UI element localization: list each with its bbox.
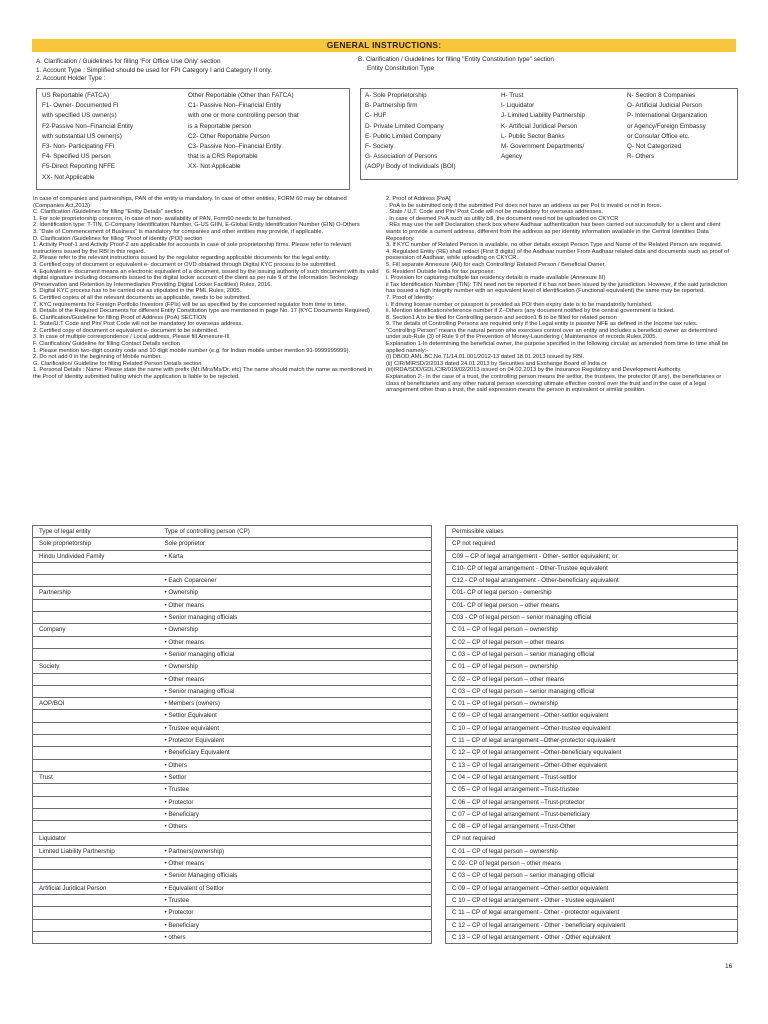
controlling-person-cell: • Ownership: [159, 587, 432, 599]
controlling-person-cell: • Equivalent of Settlor: [159, 882, 432, 894]
legal-entity-cell: [33, 784, 159, 796]
legal-entity-cell: [33, 722, 159, 734]
general-instructions-banner: GENERAL INSTRUCTIONS:: [32, 39, 736, 52]
legal-entity-cell: Artificial Juridical Person: [33, 882, 159, 894]
permissible-value-cell: C 09 – CP of legal arrangement –Other-settlor equivalent: [446, 710, 738, 722]
legal-entity-cell: Liquidator: [33, 833, 159, 845]
instruction-paragraph: 7. Proof of Identity:: [386, 294, 435, 301]
instruction-paragraph: 4. Regulated Entity (RE) shall redact (First 8 digits) of the Aadhaar number From Aadhaar related data and documents such as proof of possession of Aadhaar, while uploading on CKYCR.: [386, 248, 729, 262]
constitution-type-item: or Agency/Foreign Embassy: [627, 122, 706, 130]
table-row: [33, 538, 738, 550]
header-permissible-values: Permissible values: [446, 526, 738, 538]
permissible-value-cell: C 07 – CP of legal arrangement –Trust-beneficiary: [446, 808, 738, 820]
constitution-list-1: [365, 91, 456, 173]
legal-entity-cell: [33, 747, 159, 759]
legal-entity-cell: [33, 575, 159, 587]
controlling-person-cell: • Beneficiary Equivalent: [159, 747, 432, 759]
permissible-value-cell: C 13 – CP of legal arrangement –Other-Other equivalent: [446, 759, 738, 771]
account-holder-type-line: 2. Account Holder Type :: [36, 75, 106, 83]
legal-entity-cell: [33, 894, 159, 906]
permissible-value-cell: C 10 – CP of legal arrangement - Other - trustee equivalent: [446, 894, 738, 906]
holder-type-item: US Reportable (FATCA): [42, 92, 110, 99]
table-row: [33, 636, 738, 648]
controlling-person-cell: • Members (owners): [159, 698, 432, 710]
table-row: [33, 796, 738, 808]
controlling-person-cell: • Protector: [159, 907, 432, 919]
table-row: [33, 919, 738, 931]
page-number: 16: [725, 963, 733, 970]
instruction-paragraph: 8. Details of the Required Documents for different Entity Constitution type are mentioned in page No. 17 (KYC Documents Required): [33, 308, 370, 315]
constitution-type-item: D- Private Limited Company: [365, 122, 444, 130]
instruction-paragraph: 9. The details of Controlling Persons are required only if the Legal entity is passive NFE as defined in the Income tax rules.: [386, 321, 698, 328]
controlling-person-cell: • Other means: [159, 673, 432, 685]
controlling-person-cell: [159, 562, 432, 574]
table-row: [33, 894, 738, 906]
table-row: [33, 587, 738, 599]
account-type-line: 1. Account Type : Simplified should be used for FPI Category I and Category II only.: [36, 66, 272, 74]
instruction-paragraph: D. Clarification /Guidelines for filling "Proof of identity (POI) section: [33, 235, 203, 242]
instruction-paragraph: . In case of deemed PoA such as utility bill, the document need not be uploaded on CKYCR: [386, 215, 619, 222]
section-a-header: [36, 58, 356, 84]
constitution-type-item: M- Government Departments/: [501, 143, 585, 151]
instruction-paragraph: "Controlling Person" means the natural person who exercises control over an entity and includes a beneficial owner as determined under sub-Rule (3) of Rule 9 of the Prevention of Money-Laundering ( Maintenance of records Rules,2005.: [386, 327, 718, 341]
legal-entity-cell: [33, 931, 159, 943]
legal-entity-cell: [33, 759, 159, 771]
permissible-value-cell: C 08 – CP of legal arrangement –Trust-Other: [446, 821, 738, 833]
holder-type-item: C1- Passive Non–Financial Entity: [188, 102, 282, 110]
holder-type-item: is a Reportable person: [188, 122, 252, 130]
table-row: [33, 845, 738, 857]
permissible-value-cell: C 03 – CP of legal person – senior managing official: [446, 648, 738, 660]
permissible-value-cell: C01- CP of legal person - ownership: [446, 587, 738, 599]
table-row: [33, 759, 738, 771]
instruction-paragraph: 3. "Date of Commencement of Business" is mandatory for companies and other entities may provide, if applicable.: [33, 228, 324, 235]
permissible-value-cell: C 11 – CP of legal arrangement –Other-protector equivalent: [446, 735, 738, 747]
controlling-person-cell: • Trustee equivalent: [159, 722, 432, 734]
legal-entity-cell: Partnership: [33, 587, 159, 599]
table-row: [33, 698, 738, 710]
controlling-person-cell: • Other means: [159, 636, 432, 648]
table-row: [33, 550, 738, 562]
instruction-paragraph: 2. Identification type: T-TIN, C-Company Identification Number, G-US GIIN, E-Global Entity Identification Number (EIN) O-Others: [33, 222, 360, 229]
constitution-type-item: Agency: [501, 153, 523, 161]
constitution-type-item: I- Liquidator: [501, 102, 535, 110]
permissible-value-cell: C 03 – CP of legal person – senior managing official: [446, 685, 738, 697]
permissible-value-cell: C 13 – CP of legal arrangement - Other - Other equivalent: [446, 931, 738, 943]
controlling-person-cell: • Ownership: [159, 661, 432, 673]
controlling-person-cell: • Protector Equivalent: [159, 735, 432, 747]
instruction-paragraph: i. If driving license number or passport is provided as POI then expiry date is to be mandatorily furnished.: [386, 301, 653, 308]
holder-type-item: F2-Passive Non–Financial Entity: [42, 122, 133, 130]
controlling-person-cell: • Karta: [159, 550, 432, 562]
holder-type-item: with one or more controlling person that: [188, 112, 299, 120]
table-row: [33, 808, 738, 820]
section-b-header: [358, 56, 718, 73]
table-row: [33, 685, 738, 697]
legal-entity-cell: AOP/BOI: [33, 698, 159, 710]
holder-type-item: F3- Non- Participating FFI: [42, 143, 115, 151]
permissible-value-cell: C12 - CP of legal arrangement - Other-beneficiary equivalent: [446, 575, 738, 587]
table-row: [33, 661, 738, 673]
table-row: [33, 673, 738, 685]
table-row: [33, 821, 738, 833]
holder-type-item: with specified US owner(s): [42, 112, 117, 120]
constitution-type-item: or Consular Office etc.: [627, 132, 690, 140]
legal-entity-cell: [33, 735, 159, 747]
instruction-paragraph: . PoA to be submitted only if the submitted PoI does not have an address as per PoI is invalid or not in force.: [386, 202, 662, 209]
controlling-person-cell: • others: [159, 931, 432, 943]
legal-entity-cell: [33, 562, 159, 574]
us-reportable-list: [42, 91, 133, 183]
permissible-value-cell: C 02 – CP of legal person – other means: [446, 636, 738, 648]
legal-entity-cell: [33, 796, 159, 808]
instruction-paragraph: 5. Digital KYC process has to be carried out as stipulated in the PML Rules, 2005.: [33, 288, 242, 295]
legal-entity-cell: Company: [33, 624, 159, 636]
constitution-type-item: R- Others: [627, 153, 655, 161]
constitution-type-item: L- Public Sector Banks: [501, 132, 565, 140]
table-row: [33, 907, 738, 919]
constitution-type-item: N- Section 8 Companies: [627, 92, 696, 99]
instruction-paragraph: 1. Please mention two-digit country code and 10 digit mobile number (e.g. for Indian mobile umber mention 91-9999999999).: [33, 347, 351, 354]
entity-constitution-type-label: Entity Constitution Type: [367, 64, 435, 72]
legal-entity-cell: [33, 808, 159, 820]
holder-type-item: F4- Specified US person: [42, 153, 111, 161]
instruction-paragraph: (i) DBOD.AML.BC.No.71/14.01.001/2012-13 dated 18.01.2013 issued by RBI.: [386, 354, 585, 361]
constitution-list-2: [501, 91, 585, 162]
table-row: [33, 747, 738, 759]
constitution-type-item: J- Limited Liability Partnership: [501, 112, 585, 120]
permissible-value-cell: C 01 – CP of legal person – ownership: [446, 624, 738, 636]
instruction-paragraph: 3. In case of multiple correspondence / Local address, Please fill Annexure-III: [33, 334, 230, 341]
instruction-paragraph: E. Clarification/Guideline for filling Proof of Address (PoA) SECTION: [33, 314, 207, 321]
instruction-paragraph: 2. Please refer to the relevant instructions issued by the regulator regarding applicable documents for the legal entity.: [33, 255, 331, 262]
instruction-paragraph: In case of companies and partnerships, PAN of the entity is mandatory. In case of other entities, FORM 60 may be obtained (Companies Act,2013): [33, 196, 347, 209]
table-row: [33, 833, 738, 845]
instruction-paragraph: 7. KYC requirements for Foreign Portfolio Investors (FPIs) will be as specified by the concerned regulator from time to time.: [33, 301, 347, 308]
constitution-type-item: A- Sole Proprietorship: [365, 92, 427, 99]
instruction-paragraph: . State / U.T. Code and Pin/ Post Code will not be mandatory for overseas addresses.: [386, 209, 604, 216]
instruction-paragraph: 8. Section1 A to be filed for Controlling person and section1 B to be filled for related person: [386, 314, 617, 321]
controlling-person-cell: • Ownership: [159, 624, 432, 636]
constitution-type-item: P- International Organization: [627, 112, 708, 120]
holder-type-item: F5-Direct Reporting NFFE: [42, 163, 116, 171]
permissible-value-cell: C 04 – CP of legal arrangement –Trust-settlor: [446, 771, 738, 783]
instructions-right-column: [386, 196, 732, 394]
instruction-paragraph: . REs may use the self Declaration check box where Aadhaar authentication has been carried out successfully for a client and client wants to provide a current address, different from the address as per identity information available in the Central Identities Data Repository.: [386, 222, 721, 242]
permissible-value-cell: C 12 – CP of legal arrangement –Other-beneficiary equivalent: [446, 747, 738, 759]
controlling-person-cell: • Other means: [159, 858, 432, 870]
instruction-paragraph: (ii) CIR/MIRSD/2/2013 dated 24.01.2013 by Securities and Exchange Board of India or: [386, 360, 607, 367]
controlling-person-cell: • Senior managing official: [159, 685, 432, 697]
controlling-person-cell: • Trustee: [159, 894, 432, 906]
permissible-value-cell: C 02 – CP of legal person – other means: [446, 673, 738, 685]
permissible-value-cell: C09 – CP of legal arrangement - Other- settlor equivalent; or: [446, 550, 738, 562]
section-a-title: A. Clarification / Guidelines for filling 'For Office Use Only' section: [36, 58, 221, 65]
legal-entity-cell: [33, 919, 159, 931]
table-row: [33, 858, 738, 870]
instruction-paragraph: (iii)IRDA/SDD/GDL/CIR/019/02/2013 issued on 04.02.2013 by the Insurance Regulatory and Development Authority.: [386, 367, 682, 374]
controlling-person-cell: • Senior Managing officials: [159, 870, 432, 882]
instruction-paragraph: 6. Certified copies of all the relevant documents as applicable, needs to be submitted.: [33, 294, 251, 301]
instruction-paragraph: G. Clarification/ Guideline for filling Related Person Details section: [33, 360, 202, 367]
controlling-person-cell: • Each Coparcener: [159, 575, 432, 587]
table-row: [33, 612, 738, 624]
legal-entity-cell: [33, 710, 159, 722]
permissible-value-cell: C 09 – CP of legal arrangement –Other-settlor equivalent: [446, 882, 738, 894]
controlling-person-cell: • Partners(ownership): [159, 845, 432, 857]
instruction-paragraph: 1. State/U.T Code and Pin/ Post Code will not be mandatory for overseas address.: [33, 321, 243, 328]
table-row: [33, 931, 738, 943]
legal-entity-cell: [33, 858, 159, 870]
permissible-value-cell: C 03 – CP of legal person – senior managing official: [446, 870, 738, 882]
instruction-paragraph: i. Provision for capturing multiple tax residency details is made available (Annexure III): [386, 275, 606, 282]
table-row: [33, 882, 738, 894]
table-row: [33, 722, 738, 734]
instruction-paragraph: F. Clarification/ Guideline for filling Contact Details section: [33, 341, 181, 348]
constitution-type-item: E- Public Limited Company: [365, 132, 441, 140]
table-row: [33, 710, 738, 722]
controlling-person-cell: • Others: [159, 759, 432, 771]
instruction-paragraph: 1. For sole proprietorship concerns, In case of non- availability of PAN, Form60 needs to be furnished.: [33, 215, 293, 222]
legal-entity-cell: [33, 821, 159, 833]
holder-type-item: XX- Not Applicable: [42, 173, 95, 181]
controlling-person-cell: • Settlor Equivalent: [159, 710, 432, 722]
legal-entity-cell: [33, 673, 159, 685]
controlling-person-cell: • Other means: [159, 599, 432, 611]
constitution-type-item: K- Artificial Juridical Person: [501, 122, 578, 130]
holder-type-item: Other Reportable (Other than FATCA): [188, 92, 294, 99]
table-row: [33, 599, 738, 611]
permissible-value-cell: C 06 – CP of legal arrangement –Trust-protector: [446, 796, 738, 808]
constitution-type-item: H- Trust: [501, 92, 524, 99]
permissible-value-cell: C 12 – CP of legal arrangement - Other - beneficiary equivalent: [446, 919, 738, 931]
legal-entity-cell: [33, 636, 159, 648]
instruction-paragraph: 3. Certified copy of document or equivalent e- document or OVD obtained through Digital KYC process to be submitted.: [33, 261, 337, 268]
instruction-paragraph: 1. Personal Details : Name: Please state the name with prefix (Mr./Mrs/Ms/Dr. etc) The name should match the name as mentioned in the Proof of Identity submitted failing which the application is liable to be rejected.: [33, 367, 373, 381]
legal-entity-cell: [33, 685, 159, 697]
holder-type-item: XX- Not Applicable: [188, 163, 241, 171]
table-row: [33, 784, 738, 796]
instructions-left-column: [33, 196, 379, 381]
instruction-paragraph: 2. Proof of Address [PoA]: [386, 196, 451, 202]
table-row: [33, 575, 738, 587]
permissible-value-cell: CP not required: [446, 538, 738, 550]
permissible-value-cell: CP not required: [446, 833, 738, 845]
holder-type-item: with substantial US owner(s): [42, 132, 122, 140]
permissible-value-cell: C 10 – CP of legal arrangement –Other-trustee equivalent: [446, 722, 738, 734]
header-controlling-person: Type of controlling person (CP): [159, 526, 432, 538]
legal-entity-cell: [33, 599, 159, 611]
permissible-value-cell: C 05 – CP of legal arrangement –Trust-trustee: [446, 784, 738, 796]
permissible-value-cell: C 01 – CP of legal person – ownership: [446, 698, 738, 710]
legal-entity-cell: [33, 648, 159, 660]
constitution-type-item: G- Association of Persons: [365, 153, 438, 161]
table-row: [33, 735, 738, 747]
entity-constitution-type-box: [360, 88, 738, 180]
instruction-paragraph: C. Clarification /Guidelines for filling "Entity Details" section: [33, 209, 183, 216]
permissible-value-cell: C10- CP of legal arrangement - Other-Trustee equivalent: [446, 562, 738, 574]
instruction-paragraph: 2. Do not add 0 in the beginning of Mobile number.: [33, 354, 162, 361]
controlling-person-table: [32, 525, 738, 944]
instruction-paragraph: 4. Equivalent e- document means an electronic equivalent of a document, issued by the issuing authority of such document with its valid digital signature including documents issued to the digital locker account of the client as per rule 9 of the Information Technology (Preservation and Retention by Intermediaries Providing Digital Locker Facilities) Rules, 2016.: [33, 268, 379, 288]
table-row: [33, 562, 738, 574]
table-row: [33, 771, 738, 783]
constitution-type-item: (AOP)/ Body of Individuals (BOI): [365, 163, 456, 171]
holder-type-item: F1- Owner- Documented FI: [42, 102, 119, 110]
permissible-value-cell: C01- CP of legal person – other means: [446, 599, 738, 611]
controlling-person-cell: • Protector: [159, 796, 432, 808]
constitution-type-item: F- Society: [365, 143, 394, 151]
instruction-paragraph: Explanation 2:- In the case of a trust, the controlling person means the settlor, the trustees, the protector (if any), the beneficiaries or class of beneficiaries and any other natural person exercising ultimate effective control over the trust and in the case of a legal arrangement other than a trust, the said expression means the person in equivalent or similar position.: [386, 374, 722, 394]
permissible-value-cell: C 02- CP of legal person – other means: [446, 858, 738, 870]
instruction-paragraph: 3. If KYC number of Related Person is available, no other details except Person Type and Name of the Related Person are required.: [386, 242, 723, 249]
instruction-paragraph: ii Tax Identification Number (TIN): TIN need not be reported if it has not been issued by the jurisdiction. However, if the said jurisdiction has issued a high integrity number with an equivalent level of identification (Functional equivalent) the same may be reported.: [386, 281, 728, 295]
permissible-value-cell: C 01 – CP of legal person – ownership: [446, 661, 738, 673]
legal-entity-cell: [33, 612, 159, 624]
constitution-type-item: Q- Not Categorized: [627, 143, 682, 151]
instruction-paragraph: 6. Resident Outside India for tax purposes:: [386, 268, 495, 275]
constitution-type-item: O- Artificial Judicial Person: [627, 102, 702, 110]
legal-entity-cell: Trust: [33, 771, 159, 783]
controlling-person-cell: Sole proprietor: [159, 538, 432, 550]
other-reportable-list: [188, 91, 299, 173]
header-legal-entity: Type of legal entity: [33, 526, 159, 538]
legal-entity-cell: [33, 907, 159, 919]
permissible-value-cell: C03 - CP of legal person – senior managing official: [446, 612, 738, 624]
controlling-person-cell: [159, 833, 432, 845]
controlling-person-cell: • Senior managing official: [159, 648, 432, 660]
holder-type-item: C2- Other Reportable Person: [188, 132, 270, 140]
table-row: [33, 648, 738, 660]
constitution-type-item: C- HUF: [365, 112, 387, 120]
controlling-person-cell: • Senior managing officials: [159, 612, 432, 624]
controlling-person-cell: • Others: [159, 821, 432, 833]
controlling-person-cell: • Beneficiary: [159, 919, 432, 931]
legal-entity-cell: Limited Liability Partnership: [33, 845, 159, 857]
controlling-person-cell: • Settlor: [159, 771, 432, 783]
table-row: [33, 624, 738, 636]
section-b-title: B. Clarification / Guidelines for filling "Entity Constitution type" section: [358, 56, 554, 63]
constitution-type-item: B- Partnership firm: [365, 102, 418, 110]
constitution-list-3: [627, 91, 707, 162]
table-header-row: [33, 526, 738, 538]
holder-type-item: that is a CRS Reportable: [188, 153, 258, 161]
instruction-paragraph: Explanation 1-In determining the beneficial owner, the purpose specified in the following circular as amended from time to time shall be applied namely:-: [386, 341, 729, 354]
instruction-paragraph: 2. Certified copy of document or equivalent e- document to be submitted.: [33, 327, 219, 334]
legal-entity-cell: Hindu Undivided Family: [33, 550, 159, 562]
holder-type-item: C3- Passive Non–Financial Entity: [188, 143, 282, 151]
table-row: [33, 870, 738, 882]
controlling-person-cell: • Trustee: [159, 784, 432, 796]
instruction-paragraph: 1. Activity Proof-1 and Activity Proof-2 are applicable for accounts in case of sole proprietorship firms. Please refer to relevant instructions issued by the RBI in this regard.: [33, 242, 351, 255]
legal-entity-cell: [33, 870, 159, 882]
instruction-paragraph: 5. Fill separate Annexure (AII) for each Controlling/ Related Person / Beneficial Owner.: [386, 261, 606, 268]
legal-entity-cell: Society: [33, 661, 159, 673]
controlling-person-cell: • Beneficiary: [159, 808, 432, 820]
legal-entity-cell: Sole proprietorship: [33, 538, 159, 550]
instruction-paragraph: ii. Mention identification/reference number if Z–Others (any document notified by the central government is ticked.: [386, 308, 675, 315]
permissible-value-cell: C 01 – CP of legal person – ownership: [446, 845, 738, 857]
permissible-value-cell: C 11 – CP of legal arrangement - Other - protector equivalent: [446, 907, 738, 919]
account-holder-type-box: [36, 88, 350, 190]
